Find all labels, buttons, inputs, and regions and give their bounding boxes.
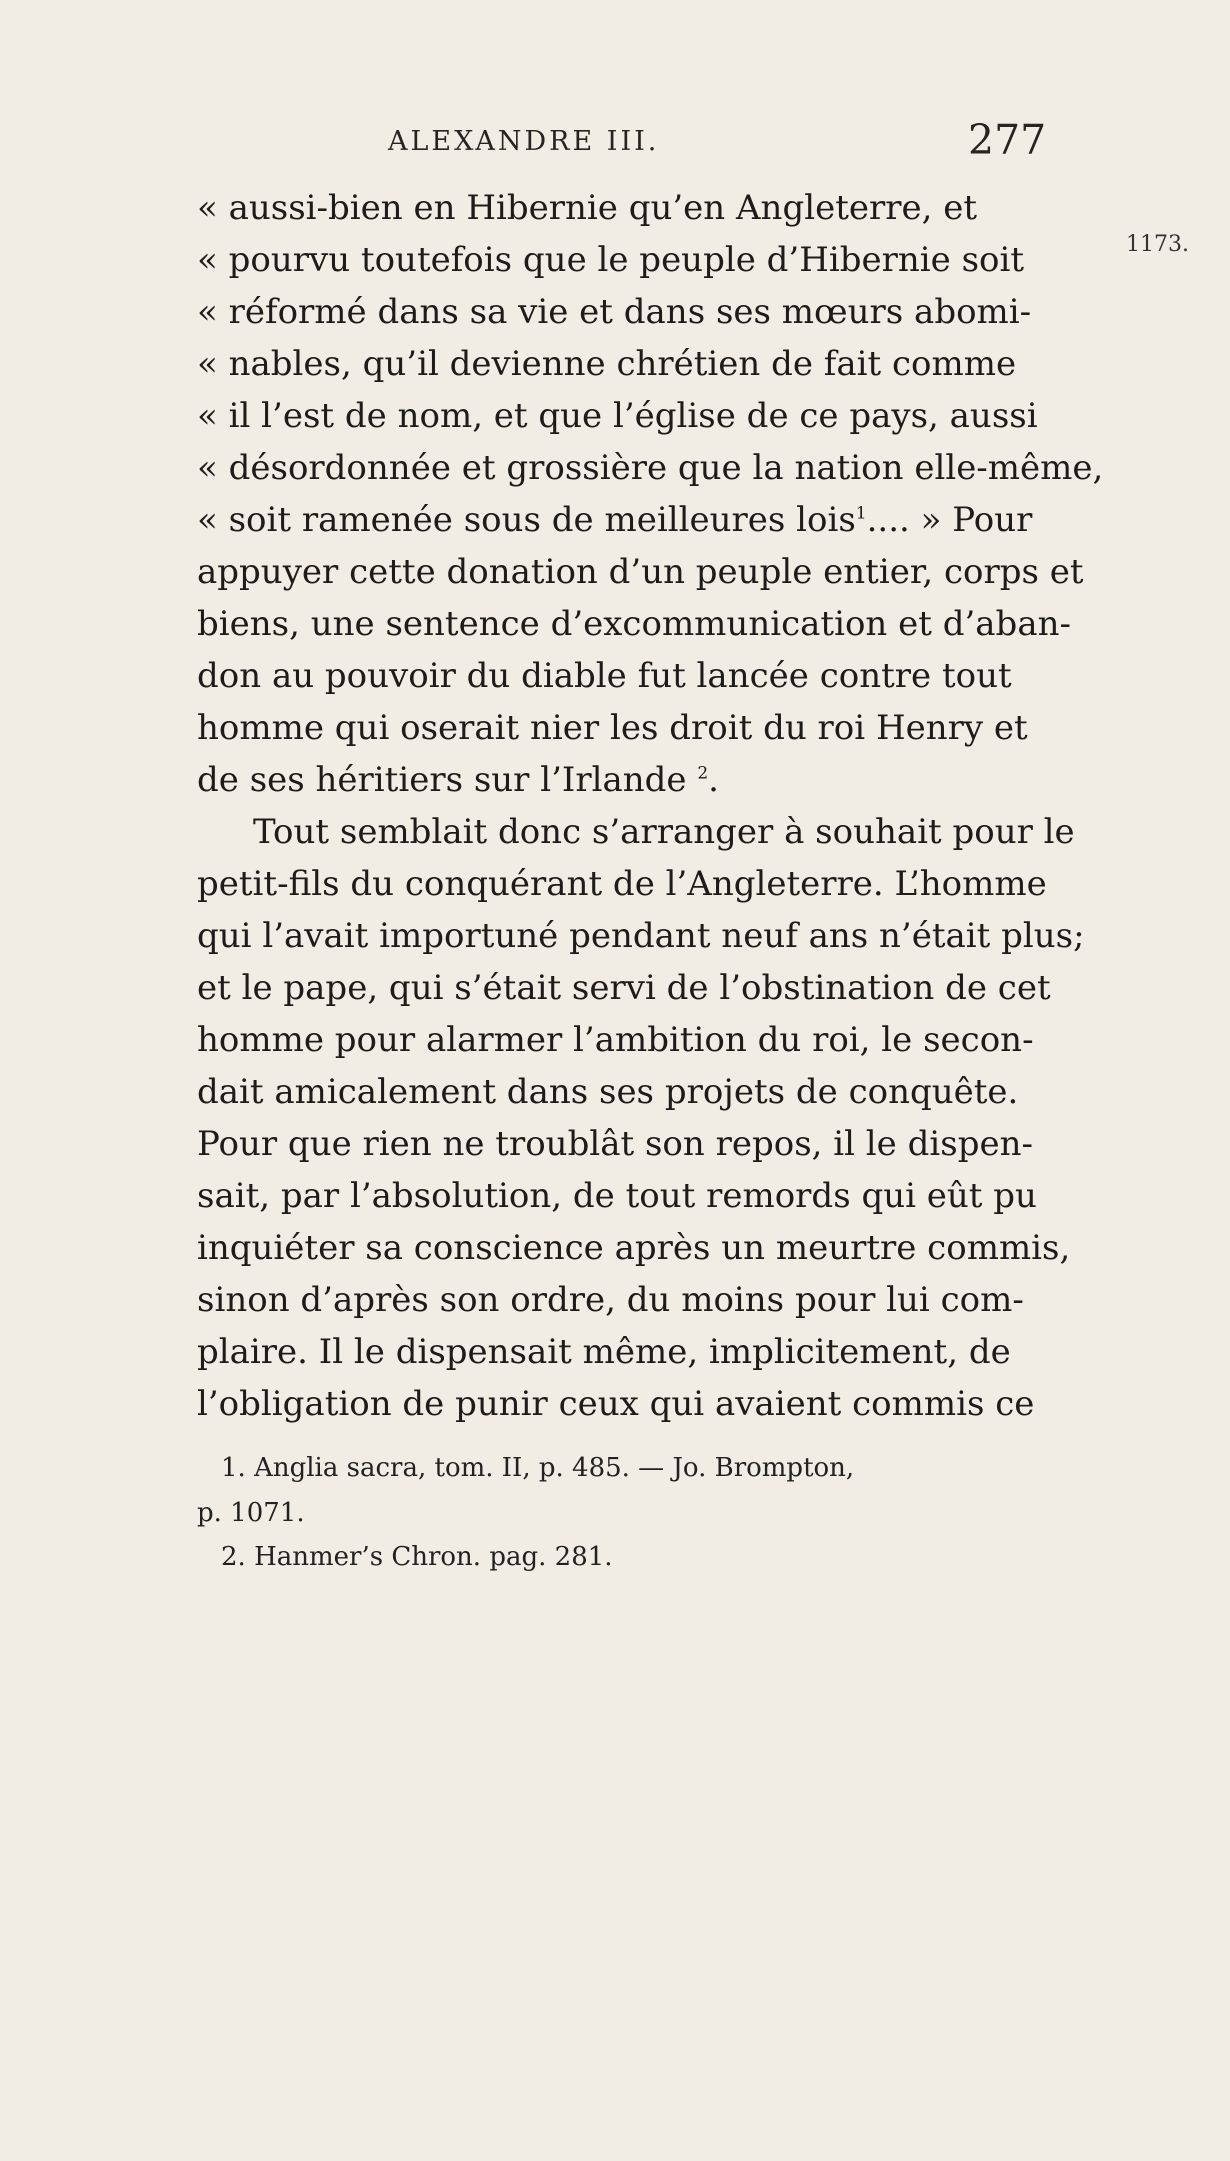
- footnote-1-continued: p. 1071.: [197, 1498, 305, 1528]
- text-line: [197, 500, 1032, 540]
- text-line: petit-fils du conquérant de l’Angleterre. L’homme: [197, 864, 1047, 904]
- text-line: « aussi-bien en Hibernie qu’en Angleterre, et: [197, 188, 978, 228]
- page-number: 277: [968, 116, 1047, 164]
- text-line-start: de ses héritiers sur l’Irlande: [197, 760, 687, 800]
- text-line: plaire. Il le dispensait même, implicitement, de: [197, 1332, 1011, 1372]
- text-line: « désordonnée et grossière que la nation elle-même,: [197, 448, 1104, 488]
- text-line-start: « soit ramenée sous de meilleures lois: [197, 500, 856, 540]
- margin-year-note: 1173.: [1126, 232, 1189, 257]
- running-head: ALEXANDRE III.: [388, 126, 660, 157]
- text-line: inquiéter sa conscience après un meurtre commis,: [197, 1228, 1071, 1268]
- footnote-marker: 2: [697, 763, 709, 784]
- text-line: [197, 760, 719, 800]
- text-line: dait amicalement dans ses projets de conquête.: [197, 1072, 1019, 1112]
- text-line: homme pour alarmer l’ambition du roi, le secon-: [197, 1020, 1034, 1060]
- text-line: Pour que rien ne troublât son repos, il le dispen-: [197, 1124, 1033, 1164]
- text-line-end: .: [708, 760, 719, 800]
- text-line: sait, par l’absolution, de tout remords qui eût pu: [197, 1176, 1037, 1216]
- text-line: l’obligation de punir ceux qui avaient commis ce: [197, 1384, 1035, 1424]
- text-line: appuyer cette donation d’un peuple entier, corps et: [197, 552, 1084, 592]
- footnote-1: 1. Anglia sacra, tom. II, p. 485. — Jo. Brompton,: [221, 1453, 855, 1483]
- text-line: homme qui oserait nier les droit du roi Henry et: [197, 708, 1028, 748]
- footnote-2: 2. Hanmer’s Chron. pag. 281.: [221, 1542, 613, 1572]
- footnote-marker: 1: [855, 503, 867, 524]
- text-line-end: .... » Pour: [866, 500, 1033, 540]
- text-line: don au pouvoir du diable fut lancée contre tout: [197, 656, 1012, 696]
- text-line: qui l’avait importuné pendant neuf ans n’était plus;: [197, 916, 1085, 956]
- text-line: « réformé dans sa vie et dans ses mœurs abomi-: [197, 292, 1032, 332]
- text-line: Tout semblait donc s’arranger à souhait pour le: [253, 812, 1075, 852]
- text-line: sinon d’après son ordre, du moins pour lui com-: [197, 1280, 1024, 1320]
- text-line: « pourvu toutefois que le peuple d’Hibernie soit: [197, 240, 1025, 280]
- text-line: « nables, qu’il devienne chrétien de fait comme: [197, 344, 1017, 384]
- text-line: « il l’est de nom, et que l’église de ce pays, aussi: [197, 396, 1038, 436]
- text-line: et le pape, qui s’était servi de l’obstination de cet: [197, 968, 1051, 1008]
- text-line: biens, une sentence d’excommunication et d’aban-: [197, 604, 1071, 644]
